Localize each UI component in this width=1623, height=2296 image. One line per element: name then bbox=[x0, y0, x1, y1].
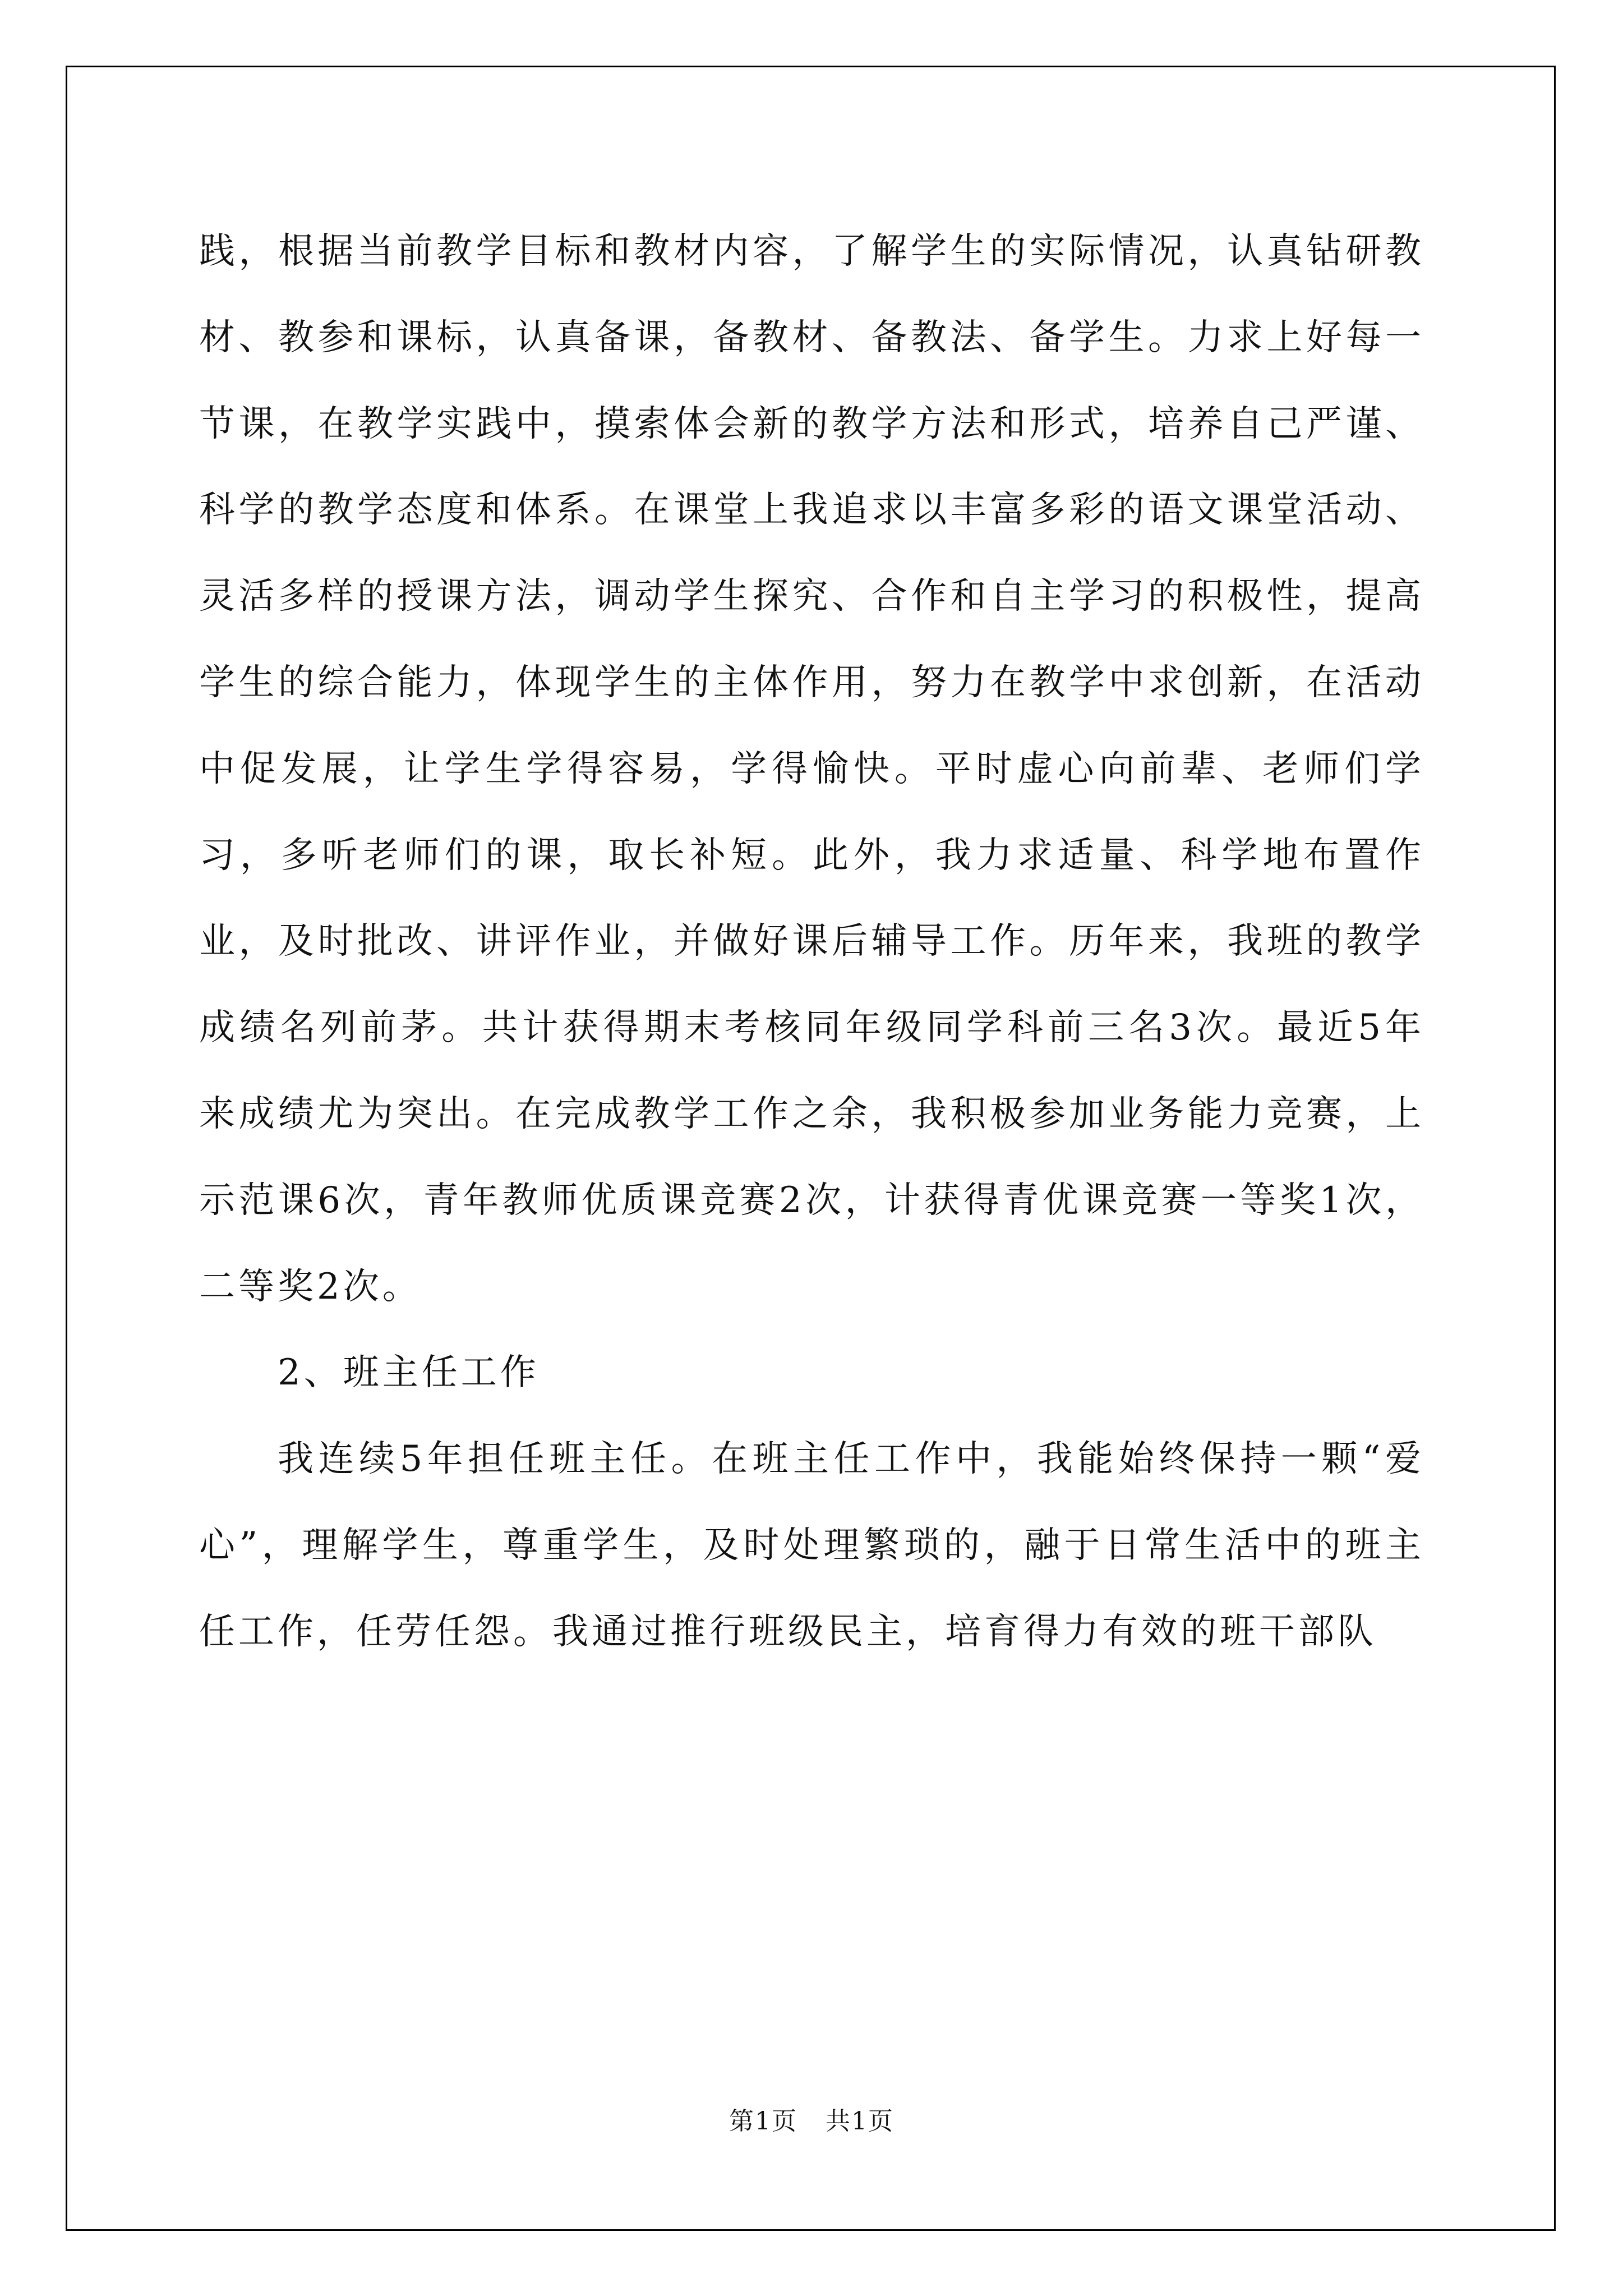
section-heading: 2、班主任工作 bbox=[278, 1352, 540, 1394]
body-paragraph-head-teacher: 我连续5年担任班主任。在班主任工作中，我能始终保持一颗“爱心”，理解学生，尊重学生，及时处理繁琐的，融于日常生活中的班主任工作，任劳任怨。我通过推行班级民主，培育得力有效的班干部队 bbox=[199, 1438, 1424, 1653]
page-number-total: 共1页 bbox=[826, 2107, 894, 2136]
document-body bbox=[199, 209, 1424, 1676]
page-footer bbox=[0, 2105, 1623, 2138]
body-paragraph-teaching: 践，根据当前教学目标和教材内容，了解学生的实际情况，认真钻研教材、教参和课标，认真备课，备教材、备教法、备学生。力求上好每一节课，在教学实践中，摸索体会新的教学方法和形式，培养自己严谨、科学的教学态度和体系。在课堂上我追求以丰富多彩的语文课堂活动、灵活多样的授课方法，调动学生探究、合作和自主学习的积极性，提高学生的综合能力，体现学生的主体作用，努力在教学中求创新，在活动中促发展，让学生学得容易，学得愉快。平时虚心向前辈、老师们学习，多听老师们的课，取长补短。此外，我力求适量、科学地布置作业，及时批改、讲评作业，并做好课后辅导工作。历年来，我班的教学成绩名列前茅。共计获得期末考核同年级同学科前三名3次。最近5年来成绩尤为突出。在完成教学工作之余，我积极参加业务能力竞赛，上示范课6次，青年教师优质课竞赛2次，计获得青优课竞赛一等奖1次，二等奖2次。 bbox=[199, 231, 1424, 1308]
page-number-current: 第1页 bbox=[729, 2107, 797, 2136]
